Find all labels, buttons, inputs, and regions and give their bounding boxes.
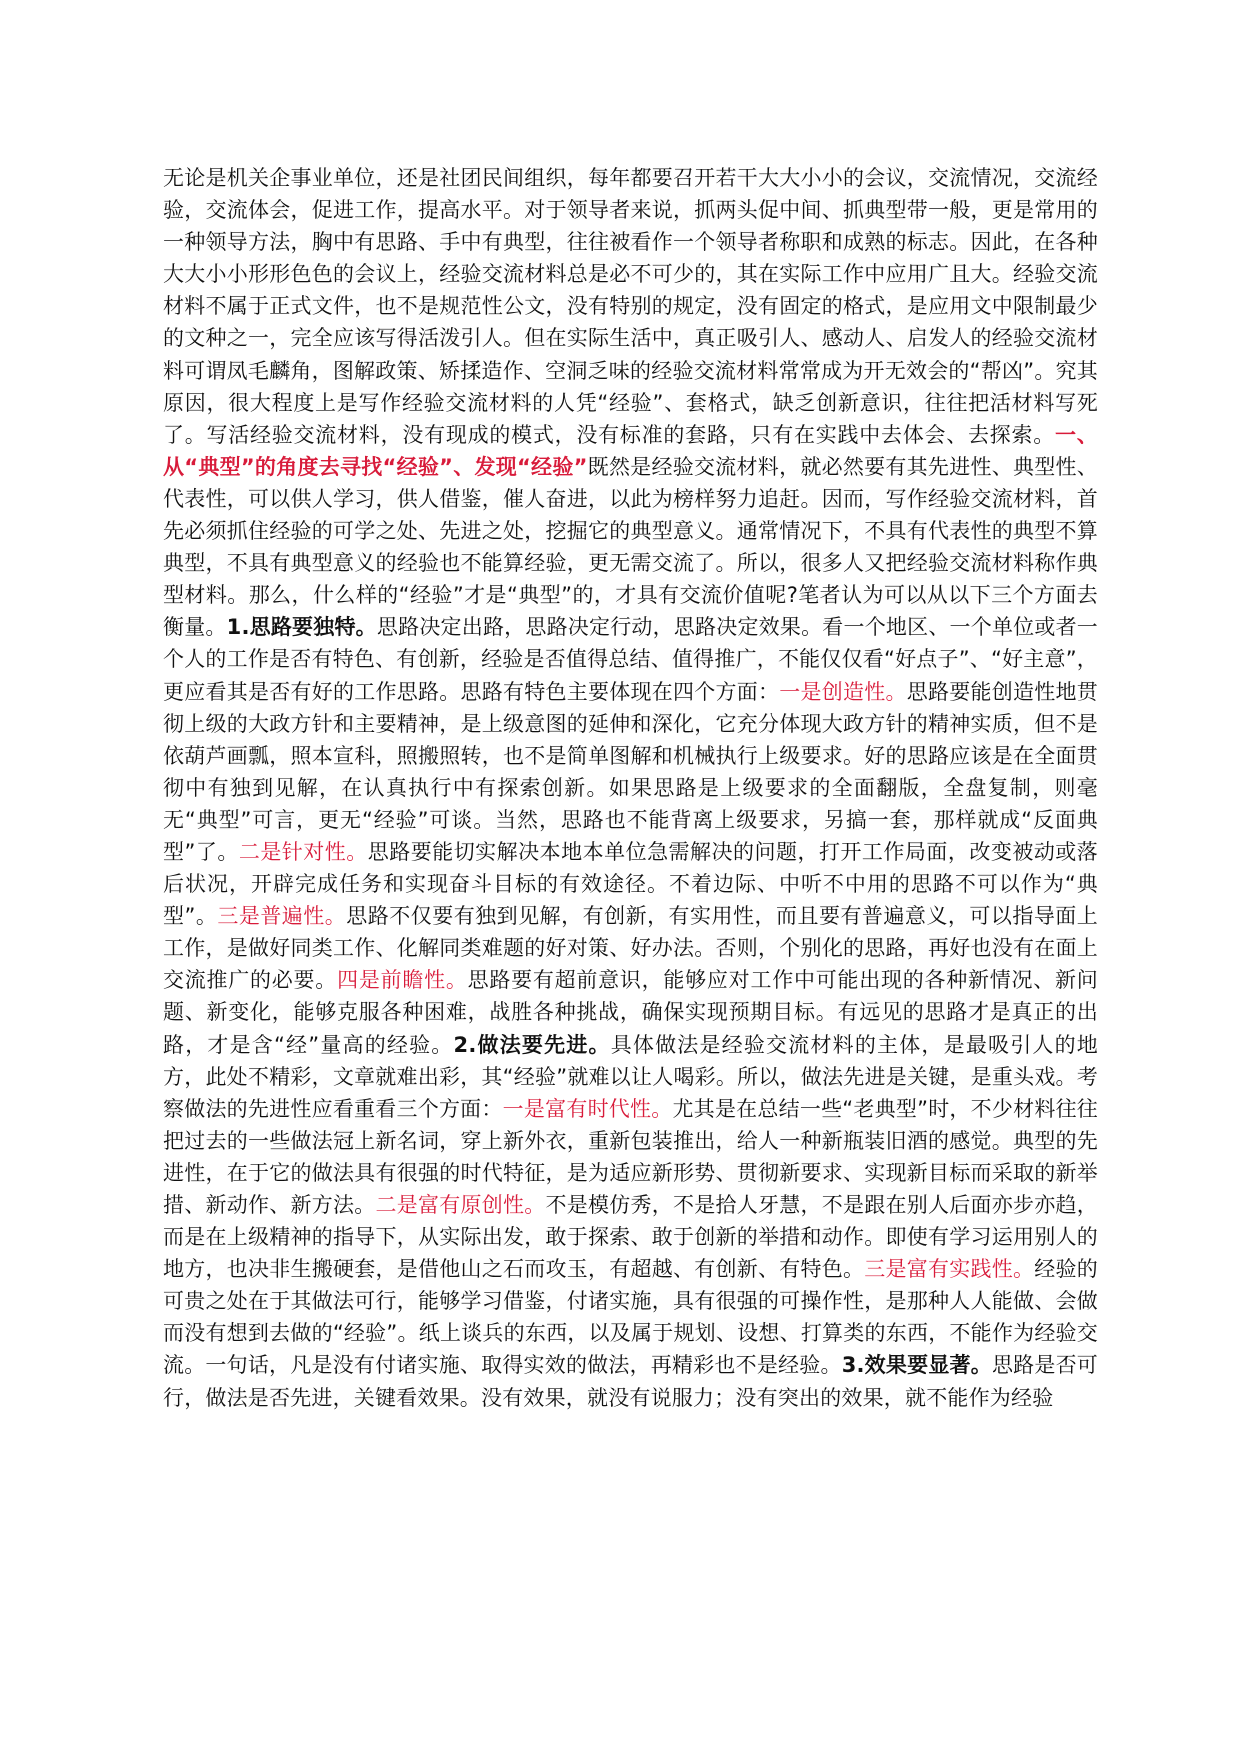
text-segment: 无论是机关企事业单位，还是社团民间组织，每年都要召开若干大大小小的会议，交流情况，交流经验，交流体会，促进工作，提高水平。对于领导者来说，抓两头促中间、抓典型带一般，更是常用的一种领导方法，胸中有思路、手中有典型，往往被看作一个领导者称职和成熟的标志。因此，在各种大大小小形形色色的会议上，经验交流材料总是必不可少的，其在实际工作中应用广且大。经验交流材料不属于正式文件，也不是规范性公文，没有特别的规定，没有固定的格式，是应用文中限制最少的文种之一，完全应该写得活泼引人。但在实际生活中，真正吸引人、感动人、启发人的经验交流材料可谓凤毛麟角，图解政策、矫揉造作、空洞乏味的经验交流材料常常成为开无效会的“帮凶”。究其原因，很大程度上是写作经验交流材料的人凭“经验”、套格式，缺乏创新意识，往往把活材料写死了。写活经验交流材料，没有现成的模式，没有标准的套路，只有在实践中去体会、去探索。 — [163, 166, 1098, 447]
body-paragraph — [163, 162, 1098, 1414]
document-page — [163, 162, 1098, 1414]
text-segment: 思路是否可行，做法是否先进，关键看效果。没有效果，就没有说服力；没有突出的效果，就不能作为经验 — [163, 1353, 1098, 1410]
text-segment: 思路要能创造性地贯彻上级的大政方针和主要精神，是上级意图的延伸和深化，它充分体现大政方针的精神实质，但不是依葫芦画瓢，照本宣科，照搬照转，也不是简单图解和机械执行上级要求。好的思路应该是在全面贯彻中有独到见解，在认真执行中有探索创新。如果思路是上级要求的全面翻版，全盘复制，则毫无“典型”可言，更无“经验”可谈。当然，思路也不能背离上级要求，另搞一套，那样就成“反面典型”了。 — [163, 679, 1098, 864]
point-highlight: 三是富有实践性。 — [864, 1257, 1035, 1282]
point-highlight: 一是创造性。 — [779, 679, 907, 704]
point-highlight: 四是前瞻性。 — [337, 968, 468, 993]
text-segment: 尤其是在总结一些“老典型”时，不少材料往往把过去的一些做法冠上新名词，穿上新外衣，重新包装推出，给人一种新瓶装旧酒的感觉。典型的先进性，在于它的做法具有很强的时代特征，是为适应新形势、贯彻新要求、实现新目标而采取的新举措、新动作、新方法。 — [163, 1096, 1098, 1217]
section-heading: 一、从“典型”的角度去寻找“经验”、发现“经验” — [163, 422, 1098, 479]
text-segment: 不是模仿秀，不是拾人牙慧，不是跟在别人后面亦步亦趋，而是在上级精神的指导下，从实际出发，敢于探索、敢于创新的举措和动作。即使有学习运用别人的地方，也决非生搬硬套，是借他山之石而攻玉，有超越、有创新、有特色。 — [163, 1193, 1099, 1282]
point-highlight: 三是普遍性。 — [217, 904, 347, 929]
point-highlight: 二是针对性。 — [238, 839, 368, 864]
text-segment: 经验的可贵之处在于其做法可行，能够学习借鉴，付诸实施，具有很强的可操作性，是那种人人能做、会做而没有想到去做的“经验”。纸上谈兵的东西，以及属于规划、设想、打算类的东西，不能作为经验交流。一句话，凡是没有付诸实施、取得实效的做法，再精彩也不是经验。 — [163, 1257, 1098, 1378]
subheading-3: 3.效果要显著。 — [841, 1353, 992, 1378]
text-segment: 思路要能切实解决本地本单位急需解决的问题，打开工作局面，改变被动或落后状况，开辟完成任务和实现奋斗目标的有效途径。不着边际、中听不中用的思路不可以作为“典型”。 — [163, 839, 1098, 929]
text-segment: 思路要有超前意识，能够应对工作中可能出现的各种新情况、新问题、新变化，能够克服各种困难，战胜各种挑战，确保实现预期目标。有远见的思路才是真正的出路，才是含“经”量高的经验。 — [163, 968, 1098, 1057]
text-segment: 思路不仅要有独到见解，有创新，有实用性，而且要有普遍意义，可以指导面上工作，是做好同类工作、化解同类难题的好对策、好办法。否则，个别化的思路，再好也没有在面上交流推广的必要。 — [163, 904, 1098, 993]
text-segment: 具体做法是经验交流材料的主体，是最吸引人的地方，此处不精彩，文章就难出彩，其“经验”就难以让人喝彩。所以，做法先进是关键，是重头戏。考察做法的先进性应看重看三个方面： — [163, 1032, 1098, 1121]
subheading-1: 1.思路要独特。 — [226, 615, 377, 640]
subheading-2: 2.做法要先进。 — [453, 1032, 611, 1057]
point-highlight: 一是富有时代性。 — [502, 1096, 673, 1121]
point-highlight: 二是富有原创性。 — [375, 1193, 546, 1217]
text-segment: 既然是经验交流材料，就必然要有其先进性、典型性、代表性，可以供人学习，供人借鉴，催人奋进，以此为榜样努力追赶。因而，写作经验交流材料，首先必须抓住经验的可学之处、先进之处，挖掘它的典型意义。通常情况下，不具有代表性的典型不算典型，不具有典型意义的经验也不能算经验，更无需交流了。所以，很多人又把经验交流材料称作典型材料。那么，什么样的“经验”才是“典型”的，才具有交流价值呢?笔者认为可以从以下三个方面去衡量。 — [163, 454, 1098, 640]
text-segment: 思路决定出路，思路决定行动，思路决定效果。看一个地区、一个单位或者一个人的工作是否有特色、有创新，经验是否值得总结、值得推广，不能仅仅看“好点子”、“好主意”，更应看其是否有好的工作思路。思路有特色主要体现在四个方面： — [163, 615, 1099, 704]
